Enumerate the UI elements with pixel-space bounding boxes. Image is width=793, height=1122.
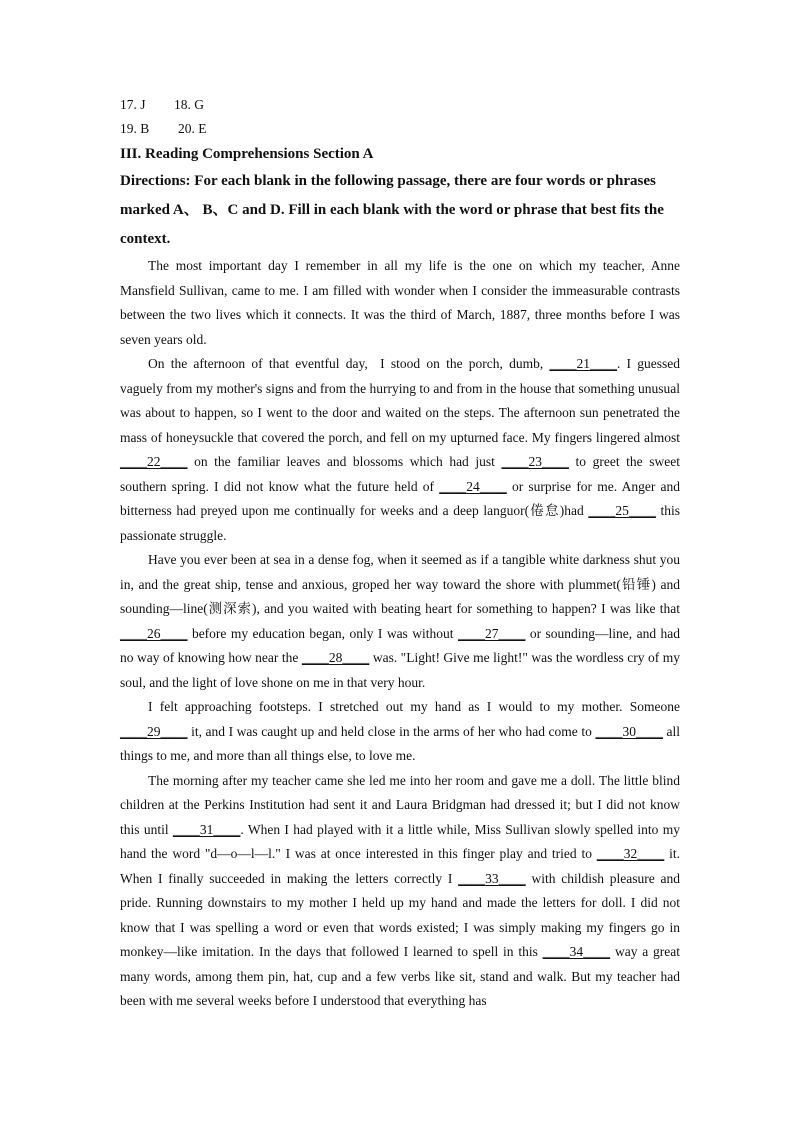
paragraph-3	[120, 548, 680, 695]
answer-item	[178, 117, 207, 141]
text-span: to greet the sweet southern spring. I did not know what the future held of	[120, 454, 680, 494]
text-span: The morning after my teacher came she led me into her room and gave me a doll. The little blind children at the Perkins Institution had sent it and Laura Bridgman had dressed it; but I did not know this until	[120, 772, 680, 837]
text-span: it. When I finally succeeded in making the letters correctly I	[120, 846, 680, 886]
text-span: . When I had played with it a little while, Miss Sullivan slowly spelled into my hand the word "d—o—l—l." I was at once interested in this finger play and tried to	[120, 821, 680, 861]
answer-row	[120, 117, 680, 141]
answer-item	[120, 117, 178, 141]
paragraph-2: On the afternoon of that eventful day, I stood on the porch, dumb, ____21____. I guessed vaguely from my mother's signs and from the hurrying to and from in the house that something unusual was about to happen, so I went to the door and waited on the steps. The afternoon sun penetrated the mass of honeysuckle that covered the porch, and fell on my upturned face. My fingers lingered almost ____22____ on the familiar leaves and blossoms which had just ____23____ to greet the sweet southern spring. I did not know what the future held of ____24____ or surprise for me. Anger and bitterness had preyed upon me continually for weeks and a deep languor(倦怠)had ____25____ this passionate struggle.	[120, 352, 680, 548]
answer-number: 19.	[120, 121, 137, 136]
blank-24[interactable]: ____24____	[439, 478, 507, 494]
answer-number: 20.	[178, 121, 195, 136]
text-span: with childish pleasure and pride. Running downstairs to my mother I held up my hand and made the letters for doll. I did not know that I was spelling a word or even that words existed; I was simply making my fingers go in monkey—like imitation. In the days that followed I learned to spell in this	[120, 870, 681, 959]
text-span: I stood on the porch, dumb,	[380, 356, 544, 371]
document-page	[120, 93, 680, 1014]
blank-25[interactable]: ____25____	[588, 503, 656, 518]
blank-34[interactable]: ____34____	[542, 944, 611, 959]
text-span: On the afternoon of that eventful day	[148, 356, 365, 371]
text-span: was. "Light! Give me light!" was the wordless cry of my soul, and the light of love shone on me in that very hour.	[120, 650, 680, 690]
blank-32[interactable]: ____32____	[596, 846, 665, 861]
answer-letter: E	[198, 121, 207, 136]
answer-row	[120, 93, 680, 117]
text-span: or surprise for me. Anger and bitterness had preyed upon me continually for weeks and a deep languor(倦怠)had	[120, 478, 680, 518]
blank-31[interactable]: ____31____	[172, 821, 241, 837]
text-span: . I guessed vaguely from my mother's signs and from the hurrying to and from in the house that something unusual was about to happen, so I went to the door and waited on the steps. The afternoon sun penetrated the mass of honeysuckle that covered the porch, and fell on my upturned face. My fingers lingered almost	[120, 356, 680, 445]
paragraph-1: The most important day I remember in all my life is the one on which my teacher, Anne Mansfield Sullivan, came to me. I am filled with wonder when I consider the immeasurable contrasts between the two lives which it connects. It was the third of March, 1887, three months before I was seven years old.	[120, 258, 680, 347]
answer-number: 18.	[174, 97, 191, 112]
blank-27[interactable]: ____27____	[457, 625, 526, 641]
paragraph-5	[120, 769, 680, 1014]
answer-key	[120, 93, 680, 141]
blank-23[interactable]: ____23____	[501, 454, 569, 469]
text-span: or sounding—line, and had no way of knowing how near the	[120, 625, 681, 665]
answer-item	[120, 93, 174, 117]
blank-28[interactable]: ____28____	[301, 650, 370, 665]
blank-30[interactable]: ____30____	[595, 723, 663, 739]
text-span: Have you ever been at sea in a dense fog, when it seemed as if a tangible white darkness shut you in, and the great ship, tense and anxious, groped her way toward the shore with plummet(铅锤) and sounding—line(测深索), and you waited with beating heart for something to happen? I was like that	[120, 552, 680, 616]
text-span: way a great many words, among them pin, hat, cup and a few verbs like sit, stand and walk. But my teacher had been with me several weeks before I understood that everything has	[120, 944, 681, 1008]
blank-33[interactable]: ____33____	[458, 870, 526, 886]
answer-number: 17.	[120, 97, 137, 112]
blank-26[interactable]: ____26____	[120, 625, 188, 641]
answer-letter: G	[194, 97, 204, 112]
section-title: III. Reading Comprehensions Section A	[120, 146, 374, 162]
blank-29[interactable]: ____29____	[120, 723, 188, 739]
text-span: this passionate struggle.	[120, 503, 680, 543]
directions-text: Directions: For each blank in the following passage, there are four words or phrases marked A、 B、C and D. Fill in each blank with the word or phrase that best fits the context.	[120, 173, 664, 247]
answer-letter: B	[140, 121, 150, 136]
text-span: it, and I was caught up and held close in the arms of her who had come to	[191, 723, 592, 739]
text-span: I felt approaching footsteps. I stretched out my hand as I would to my mother. Someone	[148, 699, 680, 714]
answer-letter: J	[140, 97, 146, 112]
blank-22[interactable]: ____22____	[120, 454, 188, 469]
paragraph-4	[120, 695, 680, 769]
answer-item	[174, 93, 204, 117]
text-span: all things to me, and more than all things else, to love me.	[120, 723, 681, 763]
blank-21[interactable]: ____21____	[549, 356, 617, 371]
text-span: before my education began, only I was without	[191, 625, 454, 641]
text-span: on the familiar leaves and blossoms which had just	[194, 454, 495, 469]
